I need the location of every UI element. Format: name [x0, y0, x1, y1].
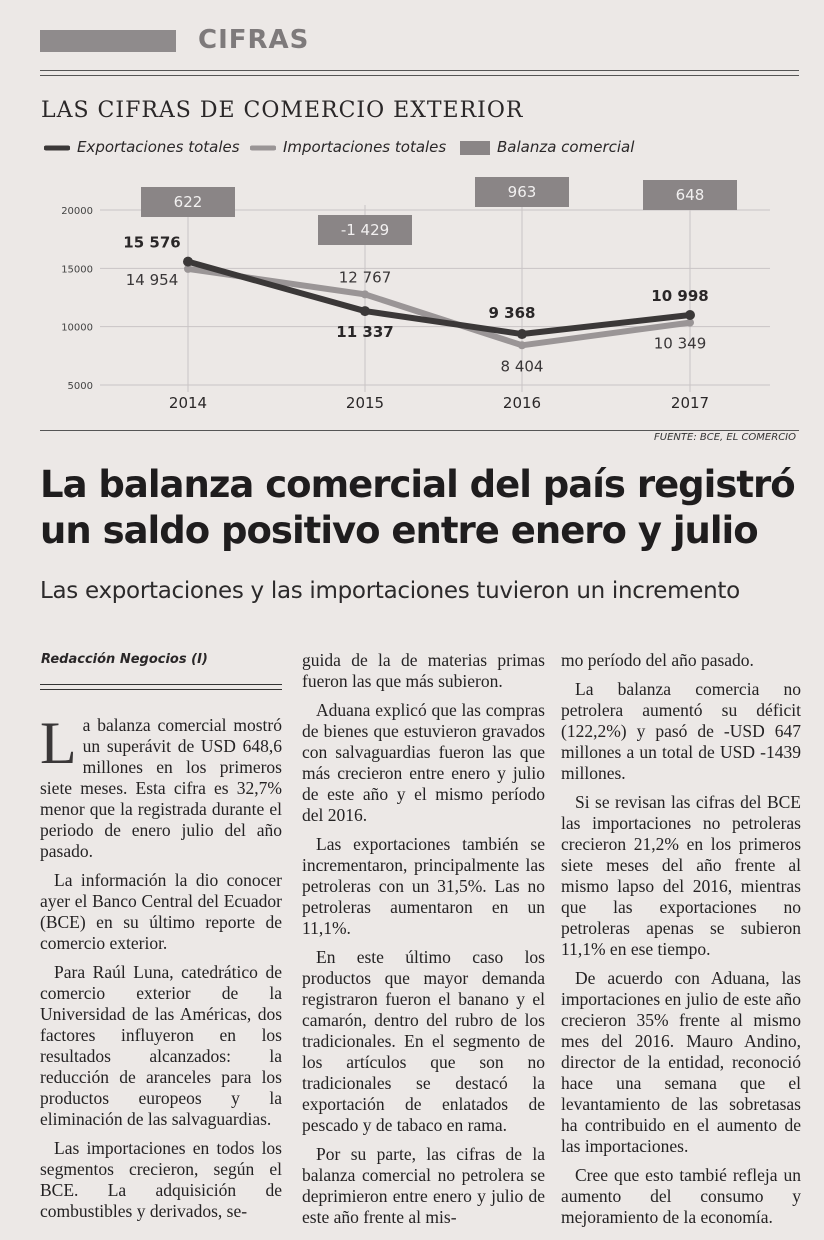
exports-data-label: 9 368 [488, 304, 536, 323]
y-tick-label: 10000 [61, 322, 93, 334]
legend-balance-label: Balanza comercial [497, 138, 635, 156]
chart-title: LAS CIFRAS DE COMERCIO EXTERIOR [41, 98, 524, 123]
imports-data-label: 14 954 [125, 270, 179, 289]
legend-imports [250, 138, 446, 156]
paragraph: mo período del año pasado. [561, 650, 754, 670]
balance-label: 622 [173, 193, 203, 211]
exports-point [517, 329, 527, 339]
paragraph: Por su parte, las cifras de la balanza comercial no petrolera se deprimieron entre enero y julio de este año frente al mis- [302, 1144, 545, 1227]
exports-data-label: 11 337 [336, 323, 394, 342]
exports-line [188, 262, 690, 334]
exports-point [360, 306, 370, 316]
paragraph: Las exportaciones también se incrementaron, principalmente las petroleras con un 31,5%. Las no petroleras aumentaron en un 11,1%. [302, 834, 545, 938]
balance-label: 963 [507, 183, 537, 201]
paragraph-text: a balanza comercial mostró un superávit de USD 648,6 millones en los primeros siete meses. Esta cifra es 32,7% menor que la registrada durante el periodo de enero julio del año pasado. [40, 715, 282, 861]
paragraph: Aduana explicó que las compras de bienes que estuvieron gravados con salvaguardias fueron las que más crecieron entre enero y julio de este año y el mismo período del 2016. [302, 700, 545, 825]
imports-data-label: 8 404 [500, 357, 544, 376]
article-column-3 [561, 650, 801, 1236]
paragraph: De acuerdo con Aduana, las importaciones en julio de este año crecieron 35% frente al mismo mes del 2016. Mauro Andino, director de la entidad, reconoció hace una semana que el levantamiento de las sobretasas ha contribuido en el aumento de las importaciones. [561, 968, 801, 1156]
exports-point [183, 257, 193, 267]
imports-data-label: 10 349 [653, 334, 707, 353]
x-tick-label: 2016 [502, 394, 542, 412]
top-rule-2 [40, 75, 799, 76]
paragraph: La balanza comercia no petrolera aumentó su déficit (122,2%) y pasó de -USD 647 millones a un total de USD -1439 millones. [561, 679, 801, 783]
y-tick-label: 15000 [61, 264, 93, 276]
legend-exports-swatch [44, 144, 70, 152]
chart-source: FUENTE: BCE, EL COMERCIO [654, 432, 796, 443]
legend-balance [460, 138, 634, 156]
byline-rule [40, 684, 282, 690]
paragraph [40, 710, 282, 862]
section-bar [40, 30, 176, 52]
section-label: CIFRAS [198, 25, 310, 55]
y-tick-label: 5000 [67, 381, 93, 392]
exports-data-label: 10 998 [651, 287, 709, 306]
paragraph: Las importaciones en todos los segmentos crecieron, según el BCE. La adquisición de combustibles y derivados, se- [40, 1138, 282, 1221]
x-tick-label: 2015 [345, 394, 385, 412]
byline: Redacción Negocios (I) [41, 652, 208, 667]
top-rule [40, 70, 799, 71]
subheadline: Las exportaciones y las importaciones tuvieron un incremento [40, 578, 740, 604]
paragraph: Cree que esto tambié refleja un aumento del consumo y mejoramiento de la economía. [561, 1165, 801, 1227]
chart-bottom-rule [40, 430, 799, 431]
paragraph: guida de la de materias primas fueron las que más subieron. [302, 650, 545, 691]
y-tick-label: 20000 [61, 206, 93, 217]
legend-imports-label: Importaciones totales [283, 138, 447, 156]
balance-label: 648 [675, 186, 705, 204]
x-tick-label: 2017 [670, 394, 710, 412]
imports-data-label: 12 767 [338, 268, 392, 287]
imports-point [361, 290, 369, 298]
paragraph: En este último caso los productos que mayor demanda registraron fueron el banano y el camarón, dentro del rubro de los tradicionales. En el segmento de los artículos que son no tradicionales se destacó la exportación de enlatados de pescado y de tabaco en rama. [302, 947, 545, 1135]
legend-imports-swatch [250, 144, 276, 152]
paragraph: Para Raúl Luna, catedrático de comercio exterior de la Universidad de las Américas, dos factores influyeron en los resultados alcanzados: la reducción de aranceles para los productos europeos y la eliminación de las salvaguardias. [40, 962, 282, 1129]
imports-point [518, 341, 526, 349]
drop-cap: L [40, 710, 77, 776]
headline: La balanza comercial del país registró un saldo positivo entre enero y julio [40, 463, 795, 552]
legend-balance-swatch [460, 141, 490, 155]
legend-exports-label: Exportaciones totales [77, 138, 240, 156]
exports-data-label: 15 576 [123, 233, 181, 252]
x-tick-label: 2014 [168, 394, 208, 412]
paragraph: La información la dio conocer ayer el Banco Central del Ecuador (BCE) en su último reporte de comercio exterior. [40, 870, 282, 953]
exports-point [685, 310, 695, 320]
article-column-2 [302, 650, 545, 1236]
legend-exports [44, 138, 240, 156]
article-column-1 [40, 710, 282, 1230]
balance-label: -1 429 [340, 221, 390, 239]
trade-chart [0, 160, 824, 435]
paragraph: Si se revisan las cifras del BCE las importaciones no petroleras crecieron 21,2% en los primeros siete meses del año frente al mismo lapso del 2016, mientras que las exportaciones no petroleras apenas se subieron 11,1% en ese tiempo. [561, 792, 801, 959]
